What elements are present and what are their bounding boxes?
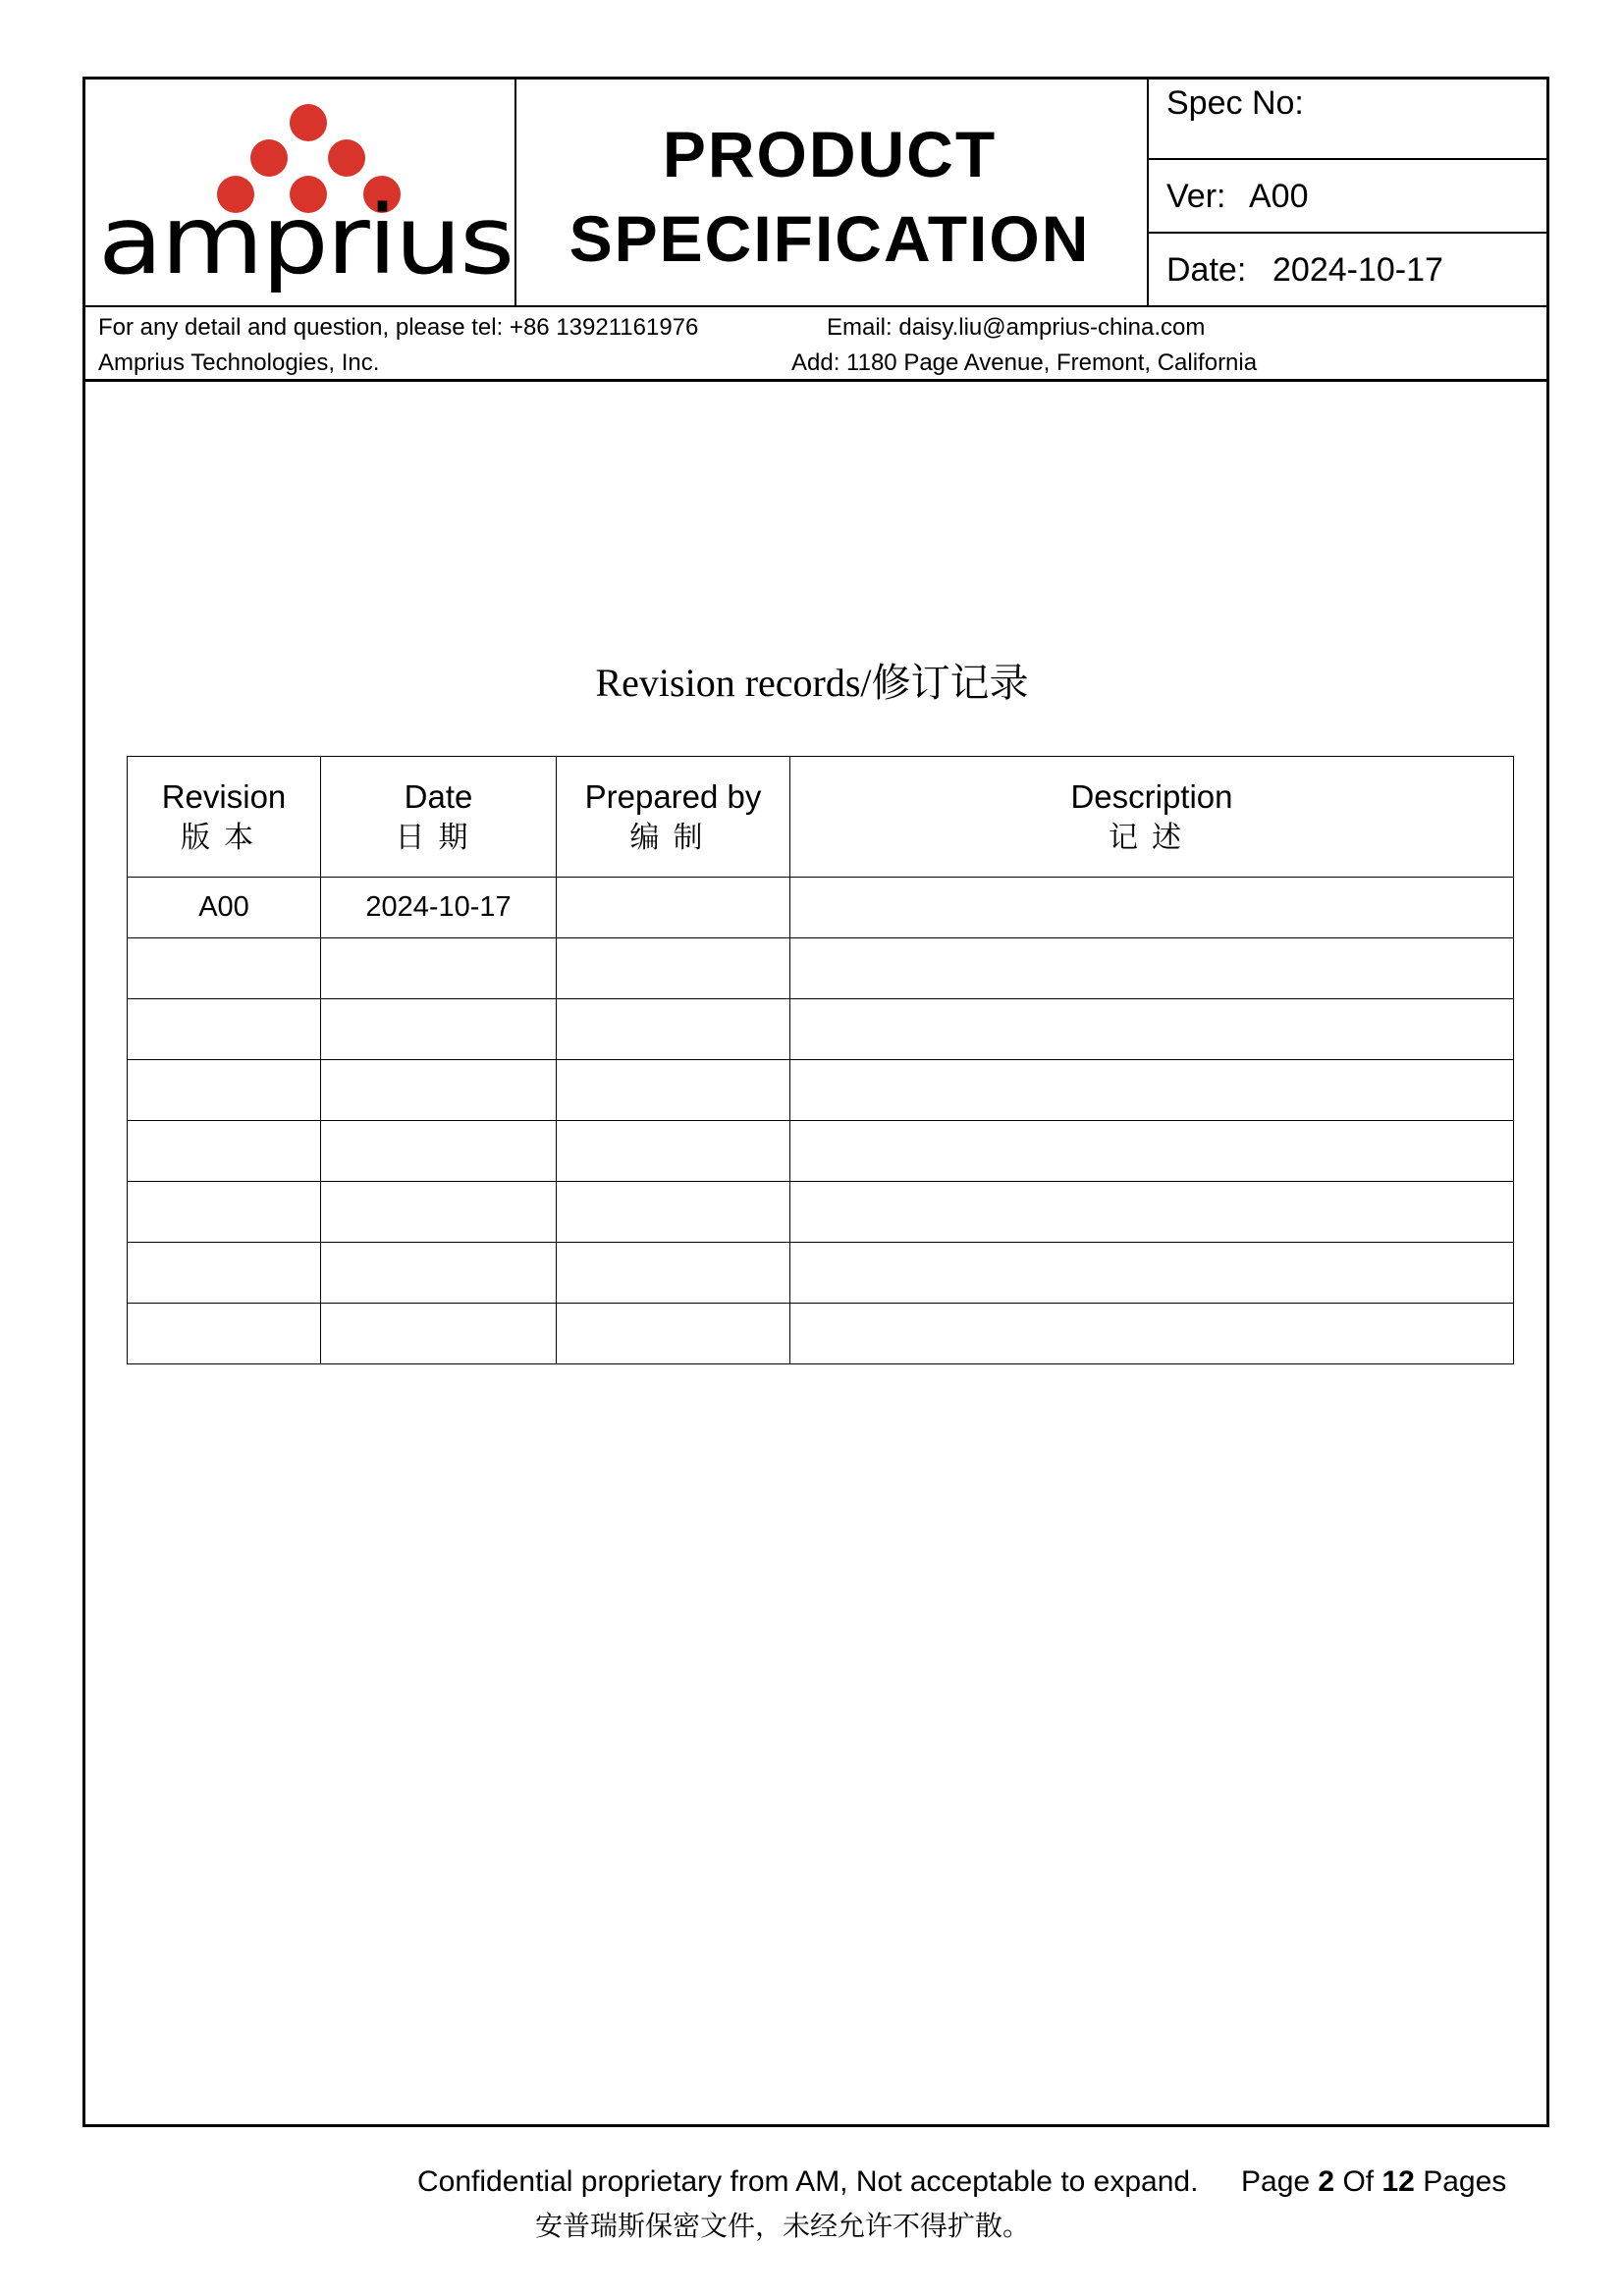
- col-header-description: Description 记述: [790, 757, 1514, 878]
- cell-description: [790, 1243, 1514, 1304]
- table-row: [128, 938, 1514, 999]
- col-header-revision: Revision 版本: [128, 757, 321, 878]
- table-row: [128, 878, 1514, 938]
- cell-date: [321, 1243, 557, 1304]
- table-row: [128, 1304, 1514, 1364]
- cell-date: [321, 1182, 557, 1243]
- cell-description: [790, 878, 1514, 938]
- cell-prepared-by: [557, 1182, 790, 1243]
- cell-revision: [128, 999, 321, 1060]
- cell-date: [321, 1060, 557, 1121]
- cell-revision: [128, 1243, 321, 1304]
- table-header-row: [128, 757, 1514, 878]
- cell-prepared-by: [557, 1121, 790, 1182]
- doc-title-line1: PRODUCT: [662, 118, 998, 190]
- cell-description: [790, 938, 1514, 999]
- logo-wordmark: amprius: [98, 186, 513, 293]
- cell-revision: [128, 1304, 321, 1364]
- table-row: [128, 1121, 1514, 1182]
- company-address: Add: 1180 Page Avenue, Fremont, California: [791, 349, 1258, 376]
- cell-prepared-by: [557, 938, 790, 999]
- page-current: 2: [1318, 2165, 1335, 2198]
- cell-revision: [128, 1121, 321, 1182]
- cell-prepared-by: [557, 1060, 790, 1121]
- footer-confidential: Confidential proprietary from AM, Not acceptable to expand.: [417, 2165, 1199, 2198]
- cell-prepared-by: [557, 878, 790, 938]
- cell-description: [790, 1304, 1514, 1364]
- header-divider: [1147, 77, 1149, 306]
- header-divider: [1147, 232, 1549, 234]
- cell-revision: [128, 1060, 321, 1121]
- header-divider: [1147, 158, 1549, 160]
- cell-description: [790, 1182, 1514, 1243]
- date-label: Date:: [1166, 251, 1247, 289]
- table-row: [128, 1182, 1514, 1243]
- spec-no-label: Spec No:: [1166, 84, 1304, 122]
- table-row: [128, 999, 1514, 1060]
- col-header-prepared-by: Prepared by 编制: [557, 757, 790, 878]
- cell-date: [321, 1121, 557, 1182]
- table-row: [128, 1243, 1514, 1304]
- page-number: Page 2 Of 12 Pages: [1241, 2165, 1507, 2198]
- version-label: Ver:: [1166, 178, 1226, 215]
- cell-revision: [128, 1182, 321, 1243]
- header-divider: [82, 379, 1549, 382]
- cell-prepared-by: [557, 1304, 790, 1364]
- cell-revision: [128, 938, 321, 999]
- cell-date: [321, 938, 557, 999]
- company-logo: [94, 96, 516, 293]
- contact-email: Email: daisy.liu@amprius-china.com: [827, 314, 1206, 341]
- revision-title: Revision records/修订记录: [595, 661, 1029, 705]
- cell-prepared-by: [557, 1243, 790, 1304]
- cell-date: [321, 1304, 557, 1364]
- cell-prepared-by: [557, 999, 790, 1060]
- cell-description: [790, 1121, 1514, 1182]
- header-divider: [82, 305, 1549, 307]
- cell-revision: A00: [128, 878, 321, 938]
- page-total: 12: [1381, 2165, 1415, 2198]
- revision-table: [127, 756, 1514, 1364]
- footer-confidential-zh: 安普瑞斯保密文件，未经允许不得扩散。: [535, 2210, 1031, 2242]
- cell-description: [790, 1060, 1514, 1121]
- contact-tel: For any detail and question, please tel: +86 13921161976: [98, 314, 699, 341]
- cell-description: [790, 999, 1514, 1060]
- doc-title-line2: SPECIFICATION: [568, 202, 1091, 275]
- table-row: [128, 1060, 1514, 1121]
- date-value: 2024-10-17: [1272, 251, 1443, 289]
- company-name: Amprius Technologies, Inc.: [98, 349, 380, 376]
- version-value: A00: [1249, 178, 1309, 215]
- cell-date: [321, 999, 557, 1060]
- col-header-date: Date 日期: [321, 757, 557, 878]
- cell-date: 2024-10-17: [321, 878, 557, 938]
